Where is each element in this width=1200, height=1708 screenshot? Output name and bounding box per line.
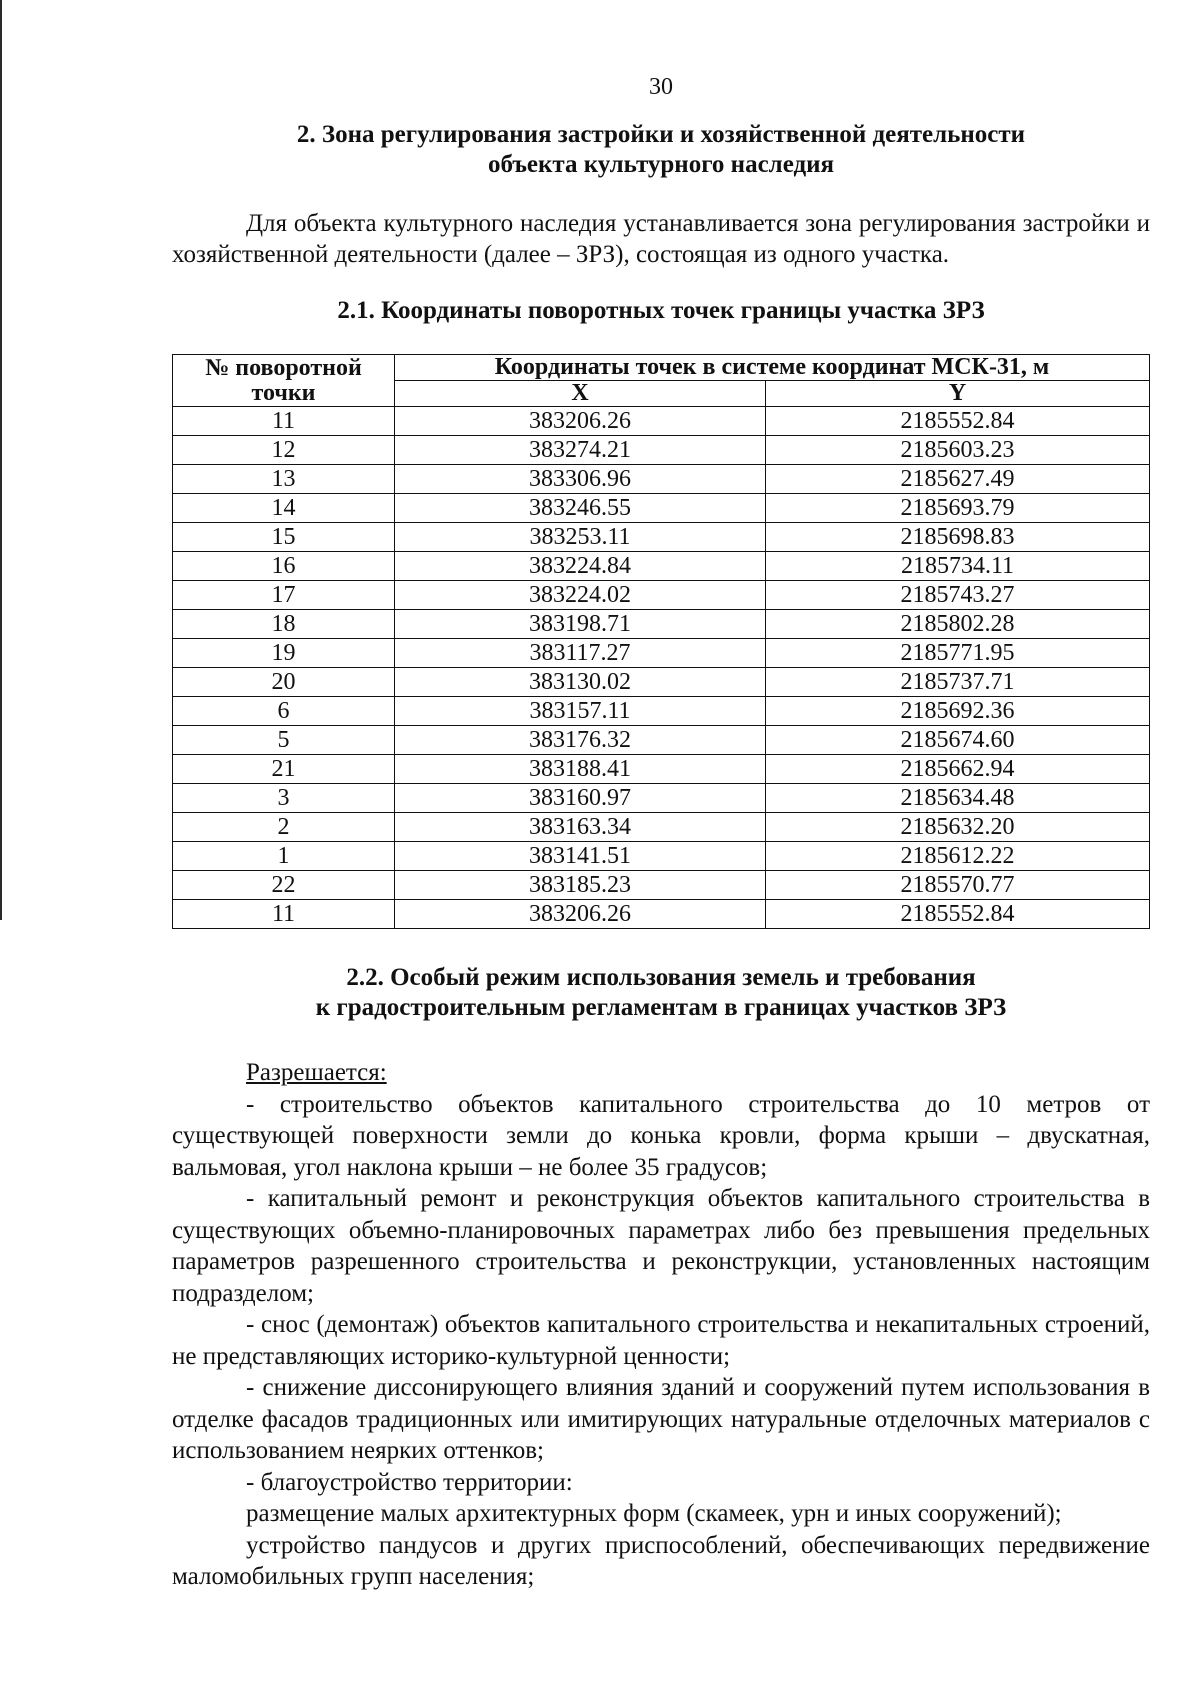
table-row: [173, 755, 1150, 784]
cell-y: 2185603.23: [766, 436, 1150, 465]
cell-y: 2185552.84: [766, 407, 1150, 436]
allowed-list: [172, 1057, 1150, 1593]
section-2-2-heading-line2: к градостроительным регламентам в границах участков ЗРЗ: [315, 994, 1007, 1021]
cell-num: 12: [173, 436, 395, 465]
table-row: [173, 784, 1150, 813]
table-row: [173, 581, 1150, 610]
section-2-heading: [172, 120, 1150, 180]
section-2-2-heading-line1: 2.2. Особый режим использования земель и требования: [346, 964, 976, 991]
cell-y: 2185627.49: [766, 465, 1150, 494]
cell-x: 383274.21: [395, 436, 766, 465]
cell-x: 383130.02: [395, 668, 766, 697]
col-y-header: Y: [766, 381, 1150, 407]
col-x-header: X: [395, 381, 766, 407]
table-row: [173, 523, 1150, 552]
cell-x: 383117.27: [395, 639, 766, 668]
list-item: - снижение диссонирующего влияния зданий и сооружений путем использования в отделке фасадов традиционных или имитирующих натуральные отделочных материалов с использованием неярких оттенков;: [172, 1374, 1150, 1464]
cell-num: 19: [173, 639, 395, 668]
cell-num: 21: [173, 755, 395, 784]
cell-y: 2185570.77: [766, 871, 1150, 900]
section-2-1-heading: 2.1. Координаты поворотных точек границы участка ЗРЗ: [337, 297, 985, 324]
section-2-heading-line1: 2. Зона регулирования застройки и хозяйственной деятельности: [296, 121, 1026, 148]
cell-num: 15: [173, 523, 395, 552]
list-item: - строительство объектов капитального строительства до 10 метров от существующей поверхности земли до конька кровли, форма крыши – двускатная, вальмовая, угол наклона крыши – не более 35 градусов;: [172, 1090, 1150, 1181]
list-item: - капитальный ремонт и реконструкция объектов капитального строительства в существующих объемно-планировочных параметрах либо без превышения предельных параметров разрешенного строительства и реконструкции, установленных настоящим подразделом;: [172, 1185, 1150, 1307]
cell-num: 18: [173, 610, 395, 639]
list-item: размещение малых архитектурных форм (скамеек, урн и иных сооружений);: [246, 1500, 1062, 1527]
coordinates-table-body: [173, 407, 1150, 929]
section-2-intro: Для объекта культурного наследия устанавливается зона регулирования застройки и хозяйственной деятельности (далее – ЗРЗ), состоящая из одного участка.: [172, 210, 1150, 268]
cell-x: 383253.11: [395, 523, 766, 552]
list-item: устройство пандусов и других приспособлений, обеспечивающих передвижение маломобильных групп населения;: [172, 1531, 1150, 1590]
table-row: [173, 465, 1150, 494]
section-2-heading-line2: объекта культурного наследия: [487, 151, 835, 178]
cell-x: 383224.02: [395, 581, 766, 610]
cell-x: 383198.71: [395, 610, 766, 639]
cell-x: 383224.84: [395, 552, 766, 581]
cell-y: 2185612.22: [766, 842, 1150, 871]
cell-num: 14: [173, 494, 395, 523]
coordinates-table: [172, 354, 1150, 929]
cell-x: 383246.55: [395, 494, 766, 523]
scan-edge-line: [0, 0, 2, 920]
cell-y: 2185771.95: [766, 639, 1150, 668]
allowed-label: Разрешается:: [246, 1059, 387, 1086]
cell-x: 383185.23: [395, 871, 766, 900]
col-point-number-header: № поворотной точки: [173, 355, 395, 407]
cell-num: 20: [173, 668, 395, 697]
cell-y: 2185802.28: [766, 610, 1150, 639]
col-coordinates-header: Координаты точек в системе координат МСК-31, м: [395, 355, 1150, 381]
cell-num: 17: [173, 581, 395, 610]
cell-y: 2185698.83: [766, 523, 1150, 552]
table-row: [173, 900, 1150, 929]
table-row: [173, 871, 1150, 900]
cell-x: 383160.97: [395, 784, 766, 813]
table-row: [173, 842, 1150, 871]
table-row: [173, 726, 1150, 755]
cell-y: 2185693.79: [766, 494, 1150, 523]
table-row: [173, 407, 1150, 436]
cell-x: 383141.51: [395, 842, 766, 871]
cell-y: 2185737.71: [766, 668, 1150, 697]
cell-y: 2185674.60: [766, 726, 1150, 755]
cell-num: 1: [173, 842, 395, 871]
cell-x: 383176.32: [395, 726, 766, 755]
list-item: - благоустройство территории:: [246, 1468, 573, 1496]
table-row: [173, 813, 1150, 842]
table-row: [173, 552, 1150, 581]
table-row: [173, 639, 1150, 668]
cell-y: 2185552.84: [766, 900, 1150, 929]
table-row: [173, 668, 1150, 697]
cell-num: 11: [173, 407, 395, 436]
table-row: [173, 697, 1150, 726]
table-header-row: [173, 355, 1150, 381]
cell-x: 383188.41: [395, 755, 766, 784]
table-row: [173, 436, 1150, 465]
cell-num: 16: [173, 552, 395, 581]
cell-y: 2185734.11: [766, 552, 1150, 581]
page-number: 30: [649, 74, 673, 100]
cell-x: 383157.11: [395, 697, 766, 726]
cell-x: 383306.96: [395, 465, 766, 494]
cell-y: 2185692.36: [766, 697, 1150, 726]
cell-x: 383163.34: [395, 813, 766, 842]
table-row: [173, 610, 1150, 639]
cell-num: 11: [173, 900, 395, 929]
cell-num: 22: [173, 871, 395, 900]
cell-num: 5: [173, 726, 395, 755]
table-row: [173, 494, 1150, 523]
cell-y: 2185634.48: [766, 784, 1150, 813]
cell-num: 3: [173, 784, 395, 813]
cell-num: 2: [173, 813, 395, 842]
list-item: - снос (демонтаж) объектов капитального строительства и некапитальных строений, не представляющих историко-культурной ценности;: [172, 1311, 1150, 1370]
cell-x: 383206.26: [395, 900, 766, 929]
section-2-2-heading: [172, 963, 1150, 1023]
cell-y: 2185632.20: [766, 813, 1150, 842]
cell-num: 13: [173, 465, 395, 494]
cell-x: 383206.26: [395, 407, 766, 436]
cell-y: 2185743.27: [766, 581, 1150, 610]
cell-num: 6: [173, 697, 395, 726]
cell-y: 2185662.94: [766, 755, 1150, 784]
